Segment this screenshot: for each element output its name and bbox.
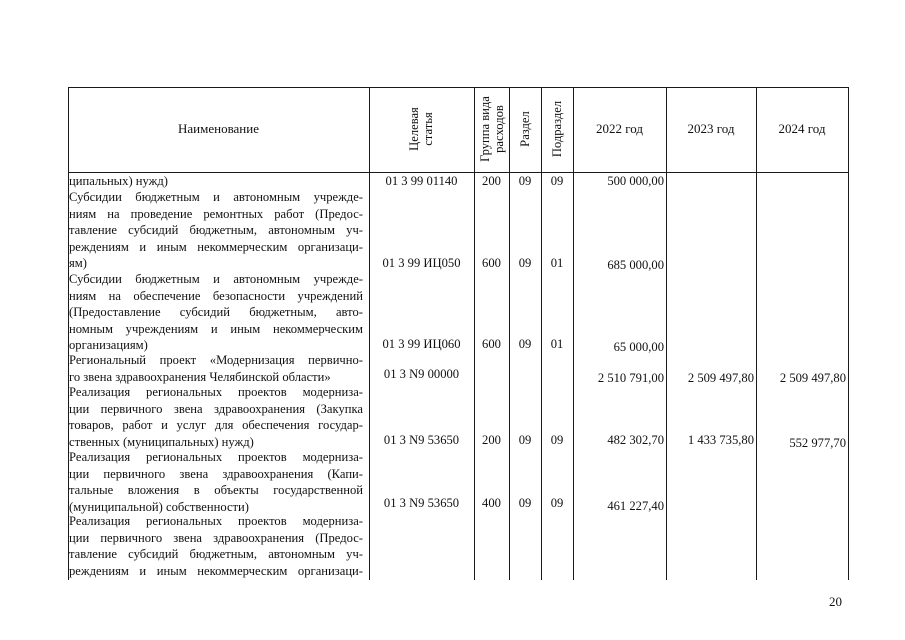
row-amount-2024: 552 977,70: [789, 436, 846, 450]
row-amount-2022: 500 000,00: [607, 174, 664, 188]
header-name: Наименование: [178, 121, 259, 136]
row-target-code: 01 3 99 ИЦ050: [382, 256, 461, 270]
row-target-code: 01 3 N9 53650: [383, 433, 460, 447]
row-section: 09: [518, 337, 532, 351]
row-section: 09: [518, 496, 532, 510]
row-amount-2022: 65 000,00: [613, 340, 664, 354]
table-row-name: Реализация региональных проектов модерниза- ции первичного звена здравоохранения (Закупка товаров, работ и услуг для обеспечения государ- ственных (муниципальных) нужд): [69, 385, 363, 449]
row-amount-2023: 2 509 497,80: [687, 371, 754, 385]
table-top-border: [68, 87, 849, 88]
row-amount-2023: 1 433 735,80: [687, 433, 754, 447]
header-year-2024: 2024 год: [778, 121, 826, 136]
col-border-6: [666, 87, 667, 580]
row-section: 09: [518, 256, 532, 270]
col-border-8: [848, 87, 849, 580]
row-expense-group: 600: [482, 256, 501, 270]
header-target-article: Целевая статья: [407, 107, 435, 151]
row-amount-2024: 2 509 497,80: [779, 371, 846, 385]
row-amount-2022: 2 510 791,00: [597, 371, 664, 385]
row-target-code: 01 3 N9 00000: [383, 367, 460, 381]
header-section: Раздел: [518, 111, 532, 147]
row-subsection: 01: [550, 337, 564, 351]
table-row-name: Реализация региональных проектов модерниза- ции первичного звена здравоохранения (Капи- тальные вложения в объекты государственной (муниципальной) собственности): [69, 450, 363, 514]
row-expense-group: 400: [482, 496, 501, 510]
row-subsection: 01: [550, 256, 564, 270]
row-subsection: 09: [550, 496, 564, 510]
table-row-name: Реализация региональных проектов модерниза- ции первичного звена здравоохранения (Предос- тавление субсидий бюджетным, автономным уч- реждениям и иным некоммерческим организаци-: [69, 514, 363, 578]
table-row-name: Субсидии бюджетным и автономным учрежде- ниям на проведение ремонтных работ (Предос- тавление субсидий бюджетным, автономным уч- реждениям и иным некоммерческим организаци- ям): [69, 190, 363, 270]
row-amount-2022: 461 227,40: [607, 499, 664, 513]
header-year-2022: 2022 год: [596, 121, 643, 136]
row-amount-2022: 482 302,70: [607, 433, 664, 447]
row-subsection: 09: [550, 174, 564, 188]
row-section: 09: [518, 174, 532, 188]
row-target-code: 01 3 N9 53650: [383, 496, 460, 510]
row-section: 09: [518, 433, 532, 447]
header-year-2023: 2023 год: [687, 121, 735, 136]
row-expense-group: 200: [482, 174, 501, 188]
row-target-code: 01 3 99 ИЦ060: [382, 337, 461, 351]
header-expense-group: Группа вида расходов: [478, 96, 506, 162]
row-subsection: 09: [550, 433, 564, 447]
table-row-name: Субсидии бюджетным и автономным учрежде- ниям на обеспечение безопасности учреждений (Предоставление субсидий бюджетным, авто- номным учреждениям и иным некоммерческим организациям): [69, 272, 363, 352]
table-row-name: Региональный проект «Модернизация первично- го звена здравоохранения Челябинской области»: [69, 353, 363, 384]
row-amount-2022: 685 000,00: [607, 258, 664, 272]
row-target-code: 01 3 99 01140: [385, 174, 458, 188]
col-border-7: [756, 87, 757, 580]
row-expense-group: 200: [482, 433, 501, 447]
header-subsection: Подраздел: [550, 100, 564, 158]
table-row-name: ципальных) нужд): [69, 174, 168, 188]
page-number: 20: [829, 594, 842, 609]
row-expense-group: 600: [482, 337, 501, 351]
